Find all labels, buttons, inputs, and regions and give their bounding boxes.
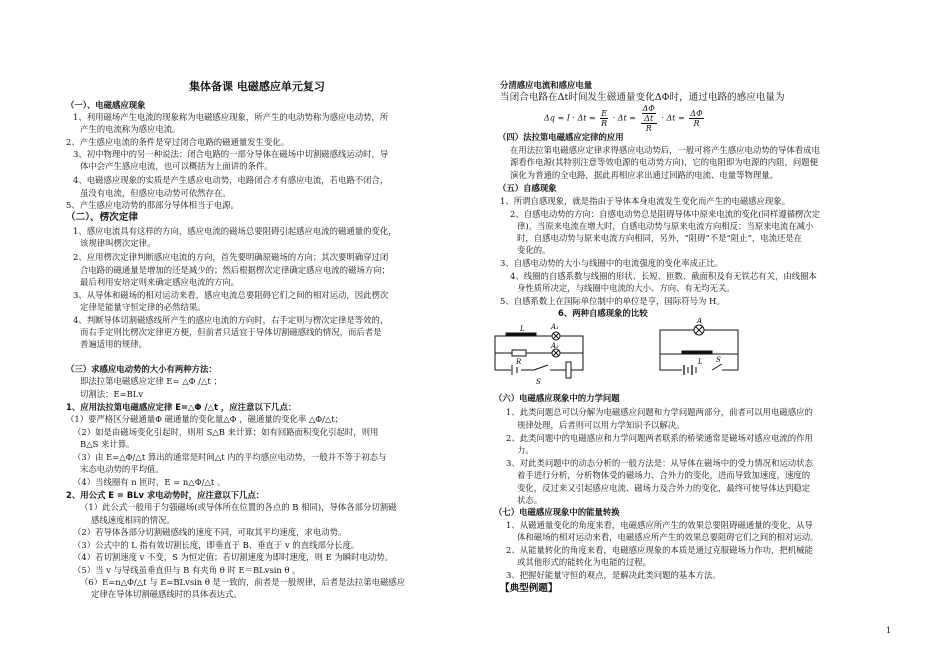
text-line: 着手进行分析，分析物体受的磁场力、合外力的变化，进而导致加速度，速度的	[517, 470, 811, 480]
label-A1: A₁	[551, 323, 559, 331]
text-line: （2）如是由磁场变化引起时，则用 S△B 来计算；如有回路面积变化引起时，则用	[73, 427, 379, 437]
text-line: 3、对此类问题中的动态分析的一般方法是：从导体在磁场中的受力情况和运动状态	[506, 458, 813, 468]
text-line: 变化，反过来又引起感应电流、磁场力及合外力的变化，最终可使导体达到稳定	[517, 483, 811, 493]
section-heading: 2、用公式 E = BLv 求电动势时，应注意以下几点：	[66, 490, 265, 500]
self-induction-circuit-2	[652, 318, 750, 384]
text-line: 规律处理，后者则可以用力学知识予以解决。	[517, 420, 685, 430]
text-line: （4）若切割速度 v 不变，S 为恒定值；若切割速度为即时速度，则 E 为瞬时电动势。	[73, 552, 393, 562]
text-line: 最后利用安培定则来确定感应电流的方向。	[80, 277, 240, 287]
text-line: 1、利用磁场产生电流的现象称为电磁感应现象，所产生的电动势称为感应电动势，所	[73, 112, 389, 122]
section-heading: （四）法拉第电磁感应定律的应用	[498, 132, 624, 142]
text-line: 3、把握好能量守恒的观点，是解决此类问题的基本方法。	[506, 570, 721, 580]
text-line: 2、此类问题中的电磁感应和力学问题两者联系的桥梁通常是磁场对感应电流的作用	[506, 433, 813, 443]
text-line: 合电路的磁通量是增加的还是减少的；然后根据楞次定律确定感应电流的磁场方向；	[80, 265, 390, 275]
text-line: 1、从磁通量变化的角度来看，电磁感应所产生的效果总要阻碍磁通量的变化，从导	[506, 520, 813, 530]
text-line: 当闭合电路在Δt时间发生磁通量变化ΔΦ时，通过电路的感应电量为	[500, 92, 785, 103]
text-line: （6）E=n△Φ/△t 与 E=BLvsin θ 是一致的，前者是一般规律，后者是法拉第电磁感应	[80, 577, 406, 587]
formula-mid1: · Δt =	[612, 113, 636, 123]
text-line: （5）当 v 与导线虽垂直但与 B 有夹角 θ 时 E＝BLvsin θ 。	[73, 565, 301, 575]
section-heading: 【典型例题】	[500, 583, 558, 594]
text-line: 感线速度相同的情况。	[91, 515, 175, 525]
text-line: 4、线圈的自感系数与线圈的形状、长短、匝数、截面积及有无铁芯有关，由线圈本	[510, 271, 817, 281]
text-line: 5、产生感应电动势的那部分导体相当于电源。	[66, 200, 239, 210]
text-line: 3、初中物理中的另一种说法：闭合电路的一部分导体在磁场中切割磁感线运动时，导	[73, 149, 389, 159]
text-line: 演化为普通的全电路，据此再相应求出通过回路的电流、电量等物理量。	[510, 170, 778, 180]
text-line: 2、产生感应电流的条件是穿过闭合电路的磁通量发生变化。	[66, 137, 290, 147]
text-line: 该规律叫楞次定律。	[80, 238, 156, 248]
text-line: 体和磁场的相对运动来看，电磁感应所产生的效果总要阻碍它们之间的相对运动。	[517, 532, 819, 542]
label-A: A	[697, 318, 703, 325]
formula-lhs: Δq = I · Δt =	[544, 113, 596, 123]
fraction-dphi-r: $\frac{\Delta\Phi}{R}$	[690, 109, 703, 128]
text-line: 切割法：E=BLv	[80, 389, 144, 399]
label-L: L	[520, 325, 525, 333]
text-line: 变化的。	[517, 245, 551, 255]
page-title: 集体备课 电磁感应单元复习	[189, 80, 325, 93]
text-line: 5、自感系数上在国际单位制中的单位是亨，国际符号为 H。	[500, 296, 725, 306]
section-heading: （二）、楞次定律	[66, 212, 138, 223]
section-heading: 6、两种自感现象的比较	[558, 308, 648, 318]
section-heading: （五）自感现象	[498, 183, 557, 193]
text-line: （1）要严格区分磁通量Φ 磁通量的变化量△Φ ，磁通量的变化率 △Φ/△t；	[66, 414, 344, 424]
text-line: （1）此公式一般用于匀强磁场(或导体所在位置的各点的 B 相同)，导体各部分切割磁	[80, 502, 397, 512]
text-line: 末态电动势的平均值。	[80, 464, 164, 474]
text-line: 律)。当原来电流在增大时，自感电动势与原来电流方向相反；当原来电流在减小	[517, 221, 814, 231]
fraction-compound: ΔΦ Δt R	[642, 104, 655, 133]
text-line: 3、自感电动势的大小与线圈中的电流强度的变化率成正比。	[500, 258, 724, 268]
text-line: 时，自感电动势与原来电流方向相同，另外，“阻碍”不是“阻止”，电流还是在	[517, 233, 803, 243]
text-line: 1、此类问题总可以分解为电磁感应问题和力学问题两部分，前者可以用电磁感应的	[506, 407, 813, 417]
text-line: 普遍适用的规律。	[80, 339, 147, 349]
text-line: 2、应用楞次定律判断感应电流的方向，首先要明确原磁场的方向；其次要明确穿过闭	[73, 252, 389, 262]
text-line: 虽没有电流，但感应电动势可依然存在。	[80, 188, 231, 198]
section-heading: （一）、电磁感应现象	[66, 100, 146, 110]
page-number: 1	[886, 626, 892, 635]
self-induction-circuit-1	[492, 322, 592, 388]
section-heading: （六）电磁感应现象中的力学问题	[494, 393, 620, 403]
text-line: （4）当线圈有 n 匝时，E = n△Φ/△t 。	[73, 477, 226, 487]
text-line: 2、自感电动势的方向：自感电动势总是阻碍导体中原来电流的变化(同样遵循楞次定	[510, 209, 821, 219]
text-line: 定律在导体切割磁感线时的具体表达式。	[91, 589, 242, 599]
text-line: 2、从能量转化的角度来看，电磁感应现象的本质是通过克服磁场力作功，把机械能	[506, 545, 813, 555]
label-R: R	[516, 358, 522, 366]
text-line: B△S 来计算。	[80, 439, 135, 449]
label-S2: S	[716, 356, 721, 364]
text-line: 状态。	[517, 495, 543, 505]
fraction-e-r: $\frac{E}{R}$	[601, 109, 608, 128]
text-line: 1、感应电流具有这样的方向，感应电流的磁场总要阻碍引起感应电流的磁通量的变化，	[73, 226, 397, 236]
text-line: 力。	[517, 445, 534, 455]
label-S1: S	[536, 378, 541, 386]
text-line: 或其他形式的能转化为电能的过程。	[517, 557, 651, 567]
text-line: 源看作电源(其特别注意等效电源的电动势方向)，它的电阻即为电源的内阻，问题便	[510, 157, 819, 167]
label-A2: A₂	[551, 342, 559, 350]
text-line: 4、判断导体切割磁感线所产生的感应电流的方向时，右手定则与楞次定律是等效的，	[73, 315, 389, 325]
text-line: 定律是能量守恒定律的必然结果。	[80, 302, 206, 312]
charge-formula	[544, 104, 706, 133]
label-L2: L	[698, 358, 703, 366]
section-heading: （七）电磁感应现象中的能量转换	[494, 507, 620, 517]
text-line: 即法拉第电磁感应定律 E= △Φ /△t ；	[80, 376, 222, 386]
text-line: 3、从导体和磁场的相对运动来看，感应电流总要阻碍它们之间的相对运动，因此楞次	[73, 290, 389, 300]
text-line: 身性质所决定，与线圈中电流的大小、方向、有无均无关。	[517, 283, 735, 293]
section-heading: （三）求感应电动势的大小有两种方法：	[66, 364, 217, 374]
text-line: 而右手定则比楞次定律更方便，但前者只适宜于导体切割磁感线的情况，而后者是	[80, 327, 382, 337]
text-line: 在用法拉第电磁感应定律求得感应电动势后，一般可将产生感应电动势的导体看成电	[510, 145, 820, 155]
section-heading: 分清感应电流和感应电量	[500, 80, 593, 90]
section-heading: 1、应用法拉第电磁感应定律 E=△Φ /△t ，应注意以下几点：	[66, 402, 297, 412]
text-line: （2）若导体各部分切割磁感线的速度不同，可取其平均速度，求电动势。	[73, 527, 347, 537]
text-line: 1、所谓自感现象，就是指由于导体本身电流发生变化而产生的电磁感应现象。	[500, 196, 791, 206]
text-line: 产生的电流称为感应电流。	[80, 124, 181, 134]
text-line: 体中会产生感应电流，也可以概括为上面讲的条件。	[80, 161, 273, 171]
text-line: （3）由 E=△Φ/△t 算出的通常是时间△t 内的平均感应电动势，一般并不等于初态与	[73, 452, 387, 462]
formula-mid2: · Δt =	[661, 113, 685, 123]
text-line: 4、电磁感应现象的实质是产生感应电动势，电路闭合才有感应电流，若电路不闭合，	[73, 175, 389, 185]
text-line: （3）公式中的 L 指有效切割长度，即垂直于 B、垂直于 v 的直线部分长度。	[73, 540, 360, 550]
